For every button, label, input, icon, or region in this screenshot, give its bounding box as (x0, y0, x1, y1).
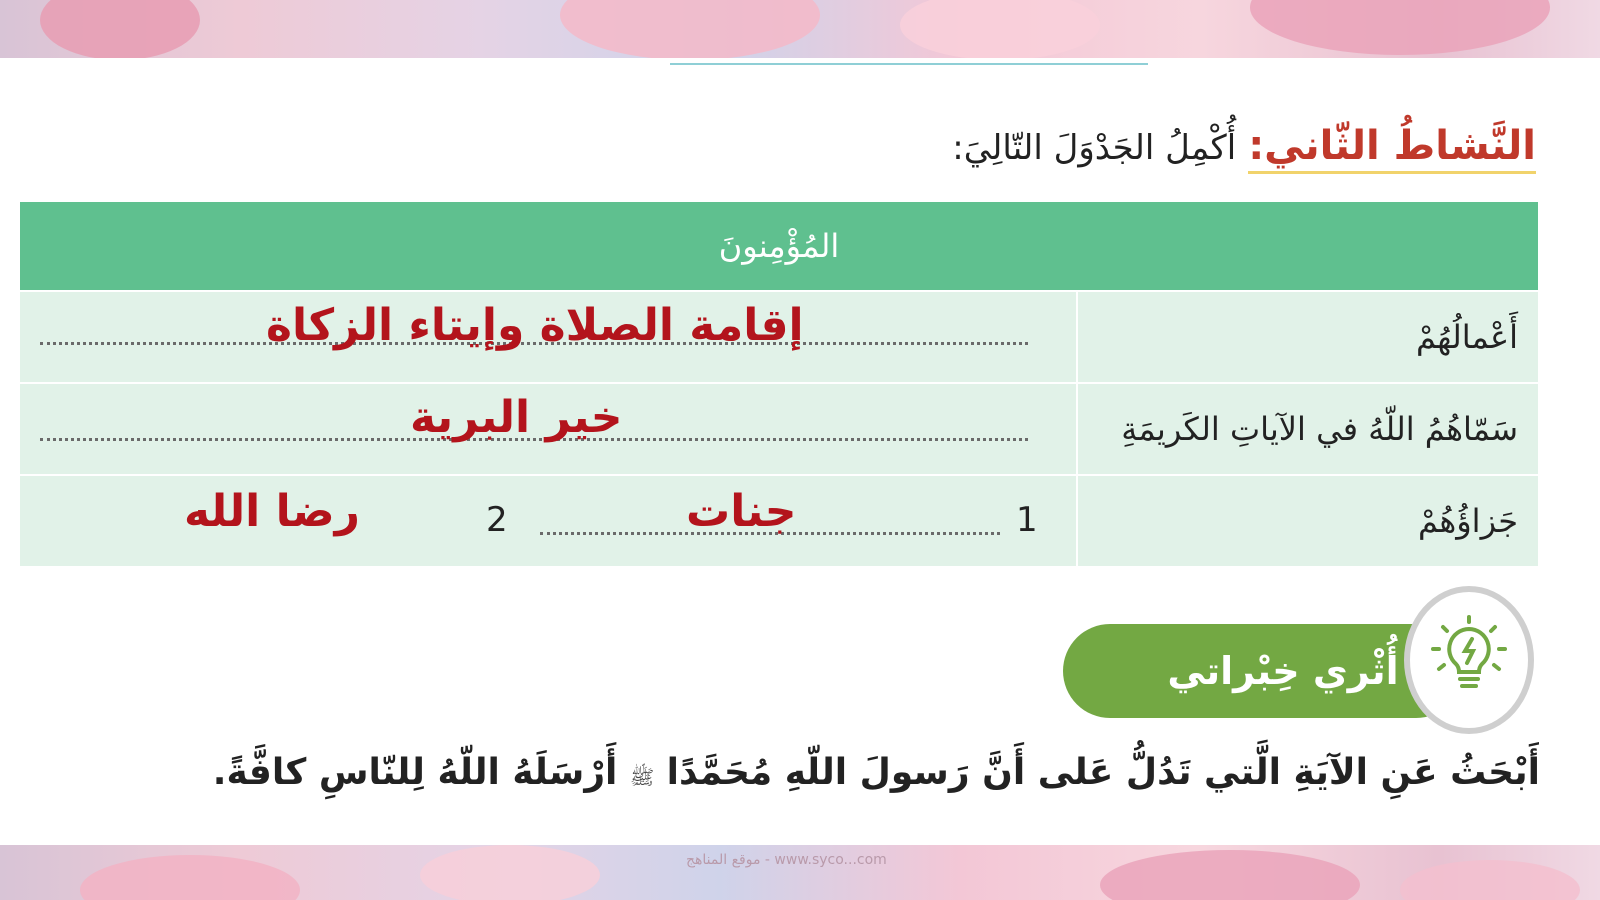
row-label: جَزاؤُهُمْ (1076, 476, 1538, 566)
table-row-reward (20, 474, 1538, 566)
answer-text: إقامة الصلاة وإيتاء الزكاة (266, 300, 804, 351)
floral-header-image (0, 0, 1600, 60)
believers-table (20, 202, 1538, 566)
activity-heading: النَّشاطُ الثّاني: (1248, 123, 1536, 174)
table-row-name (20, 382, 1538, 474)
answer-cell (20, 476, 1076, 566)
answer-cell (20, 292, 1076, 382)
item-number: 2 (486, 500, 508, 540)
table-header: المُؤْمِنونَ (20, 202, 1538, 290)
divider-line (670, 63, 1148, 65)
lightbulb-icon (1404, 586, 1534, 734)
answer-text: خير البرية (410, 392, 623, 443)
salawat-glyph: ﷺ (629, 765, 655, 789)
research-question (213, 752, 1540, 794)
activity-title (952, 118, 1536, 178)
question-text-end: أَرْسَلَهُ اللّهُ لِلنّاسِ كافَّةً. (212, 752, 618, 793)
experience-badge: أُثْري خِبْراتي (1063, 624, 1463, 718)
row-label: سَمّاهُمُ اللّهُ في الآياتِ الكَريمَةِ (1076, 384, 1538, 474)
answer-text: جنات (686, 486, 797, 537)
watermark-text: موقع المناهج - www.syco...com (686, 852, 887, 868)
row-label: أَعْمالُهُمْ (1076, 292, 1538, 382)
question-text: أَبْحَثُ عَنِ الآيَةِ الَّتي تَدُلُّ عَلى أَنَّ رَسولَ اللّهِ مُحَمَّدًا (666, 752, 1540, 793)
table-row-deeds (20, 290, 1538, 382)
answer-text: رضا الله (184, 486, 360, 537)
answer-cell (20, 384, 1076, 474)
item-number: 1 (1016, 500, 1038, 540)
activity-instruction: أُكْمِلُ الجَدْوَلَ التّالِيَ: (952, 128, 1237, 168)
